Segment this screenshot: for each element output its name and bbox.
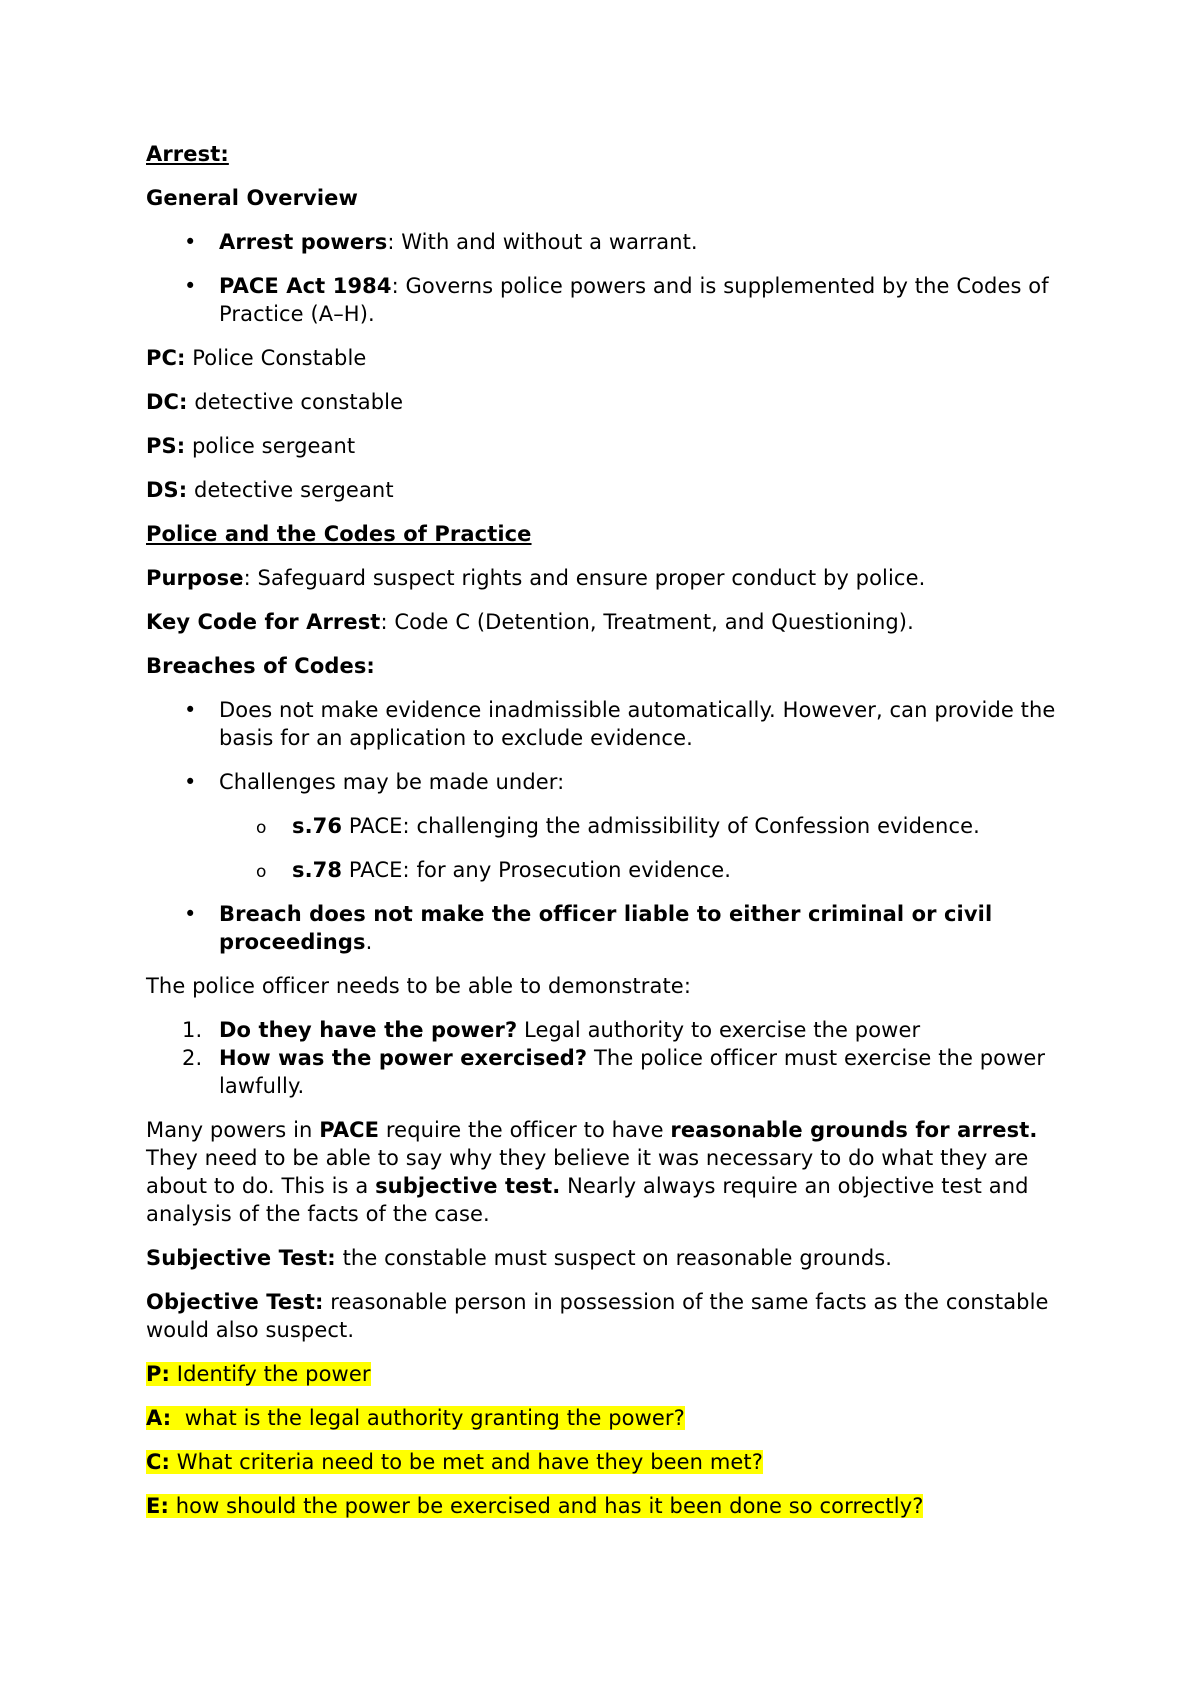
sub-list-item: o s.78 PACE: for any Prosecution evidence. (146, 856, 1076, 884)
pace-step-p: P: Identify the power (146, 1362, 371, 1386)
subjective-test: Subjective Test: the constable must suspect on reasonable grounds. (146, 1246, 893, 1270)
sub-bullet-icon: o (256, 818, 267, 838)
rank-dc: DC: detective constable (146, 390, 404, 414)
list-item: 1. Do they have the power? Legal authority to exercise the power (182, 1018, 921, 1042)
bullet-icon: • (184, 770, 197, 794)
list-item: • Challenges may be made under: (184, 770, 565, 794)
breaches-heading: Breaches of Codes: (146, 654, 375, 678)
list-item: • Arrest powers: With and without a warrant. (184, 230, 698, 254)
document-page (146, 140, 1076, 1536)
pace-step-a: A: what is the legal authority granting the power? (146, 1406, 685, 1430)
objective-test: Objective Test: reasonable person in possession of the same facts as the constable would also suspect. (146, 1290, 1049, 1342)
sub-bullet-icon: o (256, 862, 267, 882)
numbered-list (146, 1016, 1076, 1100)
bullet-icon: • (184, 230, 197, 254)
pace-step-c: C: What criteria need to be met and have they been met? (146, 1450, 764, 1474)
sub-list-item: o s.76 PACE: challenging the admissibility of Confession evidence. (146, 812, 1076, 840)
list-item: • Breach does not make the officer liable to either criminal or civil proceedings. (184, 902, 993, 954)
purpose-paragraph: Purpose: Safeguard suspect rights and ensure proper conduct by police. (146, 566, 926, 590)
bullet-icon: • (184, 698, 197, 722)
rank-ds: DS: detective sergeant (146, 478, 394, 502)
bullet-icon: • (184, 902, 197, 926)
list-item: 2. How was the power exercised? The police officer must exercise the power lawfully. (182, 1046, 1046, 1098)
document-title: Arrest: (146, 142, 229, 166)
rank-ps: PS: police sergeant (146, 434, 356, 458)
codes-heading: Police and the Codes of Practice (146, 522, 532, 546)
rank-pc: PC: Police Constable (146, 346, 367, 370)
key-code-paragraph: Key Code for Arrest: Code C (Detention, Treatment, and Questioning). (146, 610, 914, 634)
demonstrate-intro: The police officer needs to be able to demonstrate: (146, 974, 691, 998)
list-number: 1. (182, 1018, 203, 1042)
pace-step-e: E: how should the power be exercised and has it been done so correctly? (146, 1494, 924, 1518)
list-number: 2. (182, 1046, 203, 1070)
list-item: • Does not make evidence inadmissible automatically. However, can provide the basis for an application to exclude evidence. (184, 698, 1056, 750)
general-overview-heading: General Overview (146, 186, 358, 210)
bullet-icon: • (184, 274, 197, 298)
list-item: • PACE Act 1984: Governs police powers and is supplemented by the Codes of Practice (A–H). (184, 274, 1049, 326)
reasonable-grounds-paragraph: Many powers in PACE require the officer to have reasonable grounds for arrest. They need to be able to say why they believe it was necessary to do what they are about to do. This is a subjective test. Nearly always require an objective test and analysis of the facts of the case. (146, 1118, 1038, 1226)
